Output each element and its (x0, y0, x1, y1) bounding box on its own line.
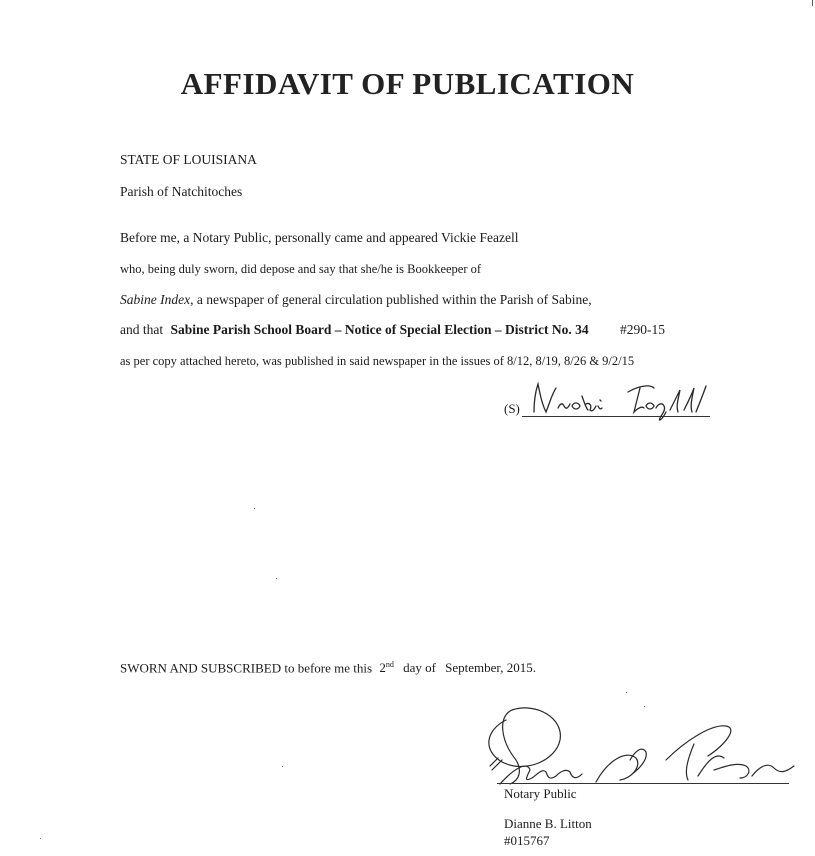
scan-speck (626, 692, 627, 693)
notice-title: Sabine Parish School Board – Notice of Special Election – District No. 34 (170, 322, 589, 337)
scan-speck (40, 838, 41, 839)
scan-speck (644, 706, 645, 707)
sworn-line (120, 660, 536, 676)
notary-title: Notary Public (504, 786, 577, 801)
newspaper-name: Sabine Index (120, 292, 191, 307)
sworn-day: 2 (379, 660, 386, 676)
newspaper-line (120, 292, 592, 308)
notice-line (120, 322, 589, 338)
sworn-day-suffix: nd (385, 660, 394, 669)
state-line: STATE OF LOUISIANA (120, 152, 257, 167)
notice-number: #290-15 (620, 322, 665, 337)
publication-dates-line: as per copy attached hereto, was published in said newspaper in the issues of 8/12, 8/19, 8/26 & 9/2/15 (120, 354, 635, 368)
scan-edge-mark (812, 0, 813, 6)
document-title: AFFIDAVIT OF PUBLICATION (180, 66, 635, 101)
notice-prefix: and that (120, 322, 164, 337)
scan-speck (282, 766, 283, 767)
notary-name: Dianne B. Litton (504, 816, 592, 831)
affiant-signature (520, 372, 720, 434)
notary-signature-line (497, 783, 789, 784)
notary-number: #015767 (504, 833, 550, 848)
notary-signature (476, 700, 806, 800)
signature-label: (S) (504, 401, 520, 416)
sworn-mid: day of (403, 660, 436, 676)
newspaper-description: , a newspaper of general circulation published within the Parish of Sabine, (190, 292, 592, 307)
deposition-line: who, being duly sworn, did depose and say that she/he is Bookkeeper of (120, 262, 482, 276)
scan-speck (276, 578, 277, 579)
appearance-line: Before me, a Notary Public, personally came and appeared Vickie Feazell (120, 230, 519, 245)
parish-line: Parish of Natchitoches (120, 184, 243, 199)
sworn-prefix: SWORN AND SUBSCRIBED to before me this (120, 660, 373, 676)
sworn-date: September, 2015. (445, 660, 536, 676)
scan-speck (254, 508, 255, 509)
